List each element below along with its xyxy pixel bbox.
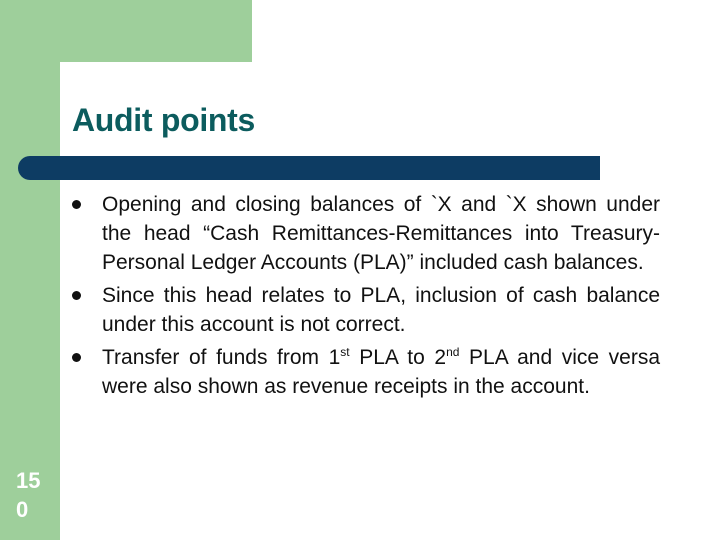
- title-divider-bar: [18, 156, 600, 180]
- bullet-icon: [72, 291, 81, 300]
- slide-title: Audit points: [72, 102, 256, 138]
- bullet-text: Since this head relates to PLA, inclusion of cash balance under this account is not correct.: [102, 284, 660, 336]
- bullet-list: [72, 190, 660, 405]
- bullet-item-3: [72, 343, 660, 401]
- bullet-icon: [72, 200, 81, 209]
- slide-number: 150: [16, 468, 41, 522]
- bullet-text-part: Transfer of funds from 1: [102, 346, 341, 369]
- bullet-text-part: PLA and vice versa were also shown as revenue receipts in the account.: [102, 346, 661, 398]
- green-left-band: [0, 0, 60, 540]
- bullet-text: Opening and closing balances of `X and `X shown under the head “Cash Remittances-Remittances into Treasury- Personal Ledger Accounts (PLA)” included cash balances.: [102, 193, 660, 274]
- bullet-text-part: PLA to 2: [349, 346, 447, 369]
- ordinal-suffix: nd: [446, 345, 460, 359]
- bullet-icon: [72, 353, 81, 362]
- ordinal-suffix: st: [340, 345, 350, 359]
- bullet-item-2: [72, 281, 660, 339]
- bullet-item-1: [72, 190, 660, 277]
